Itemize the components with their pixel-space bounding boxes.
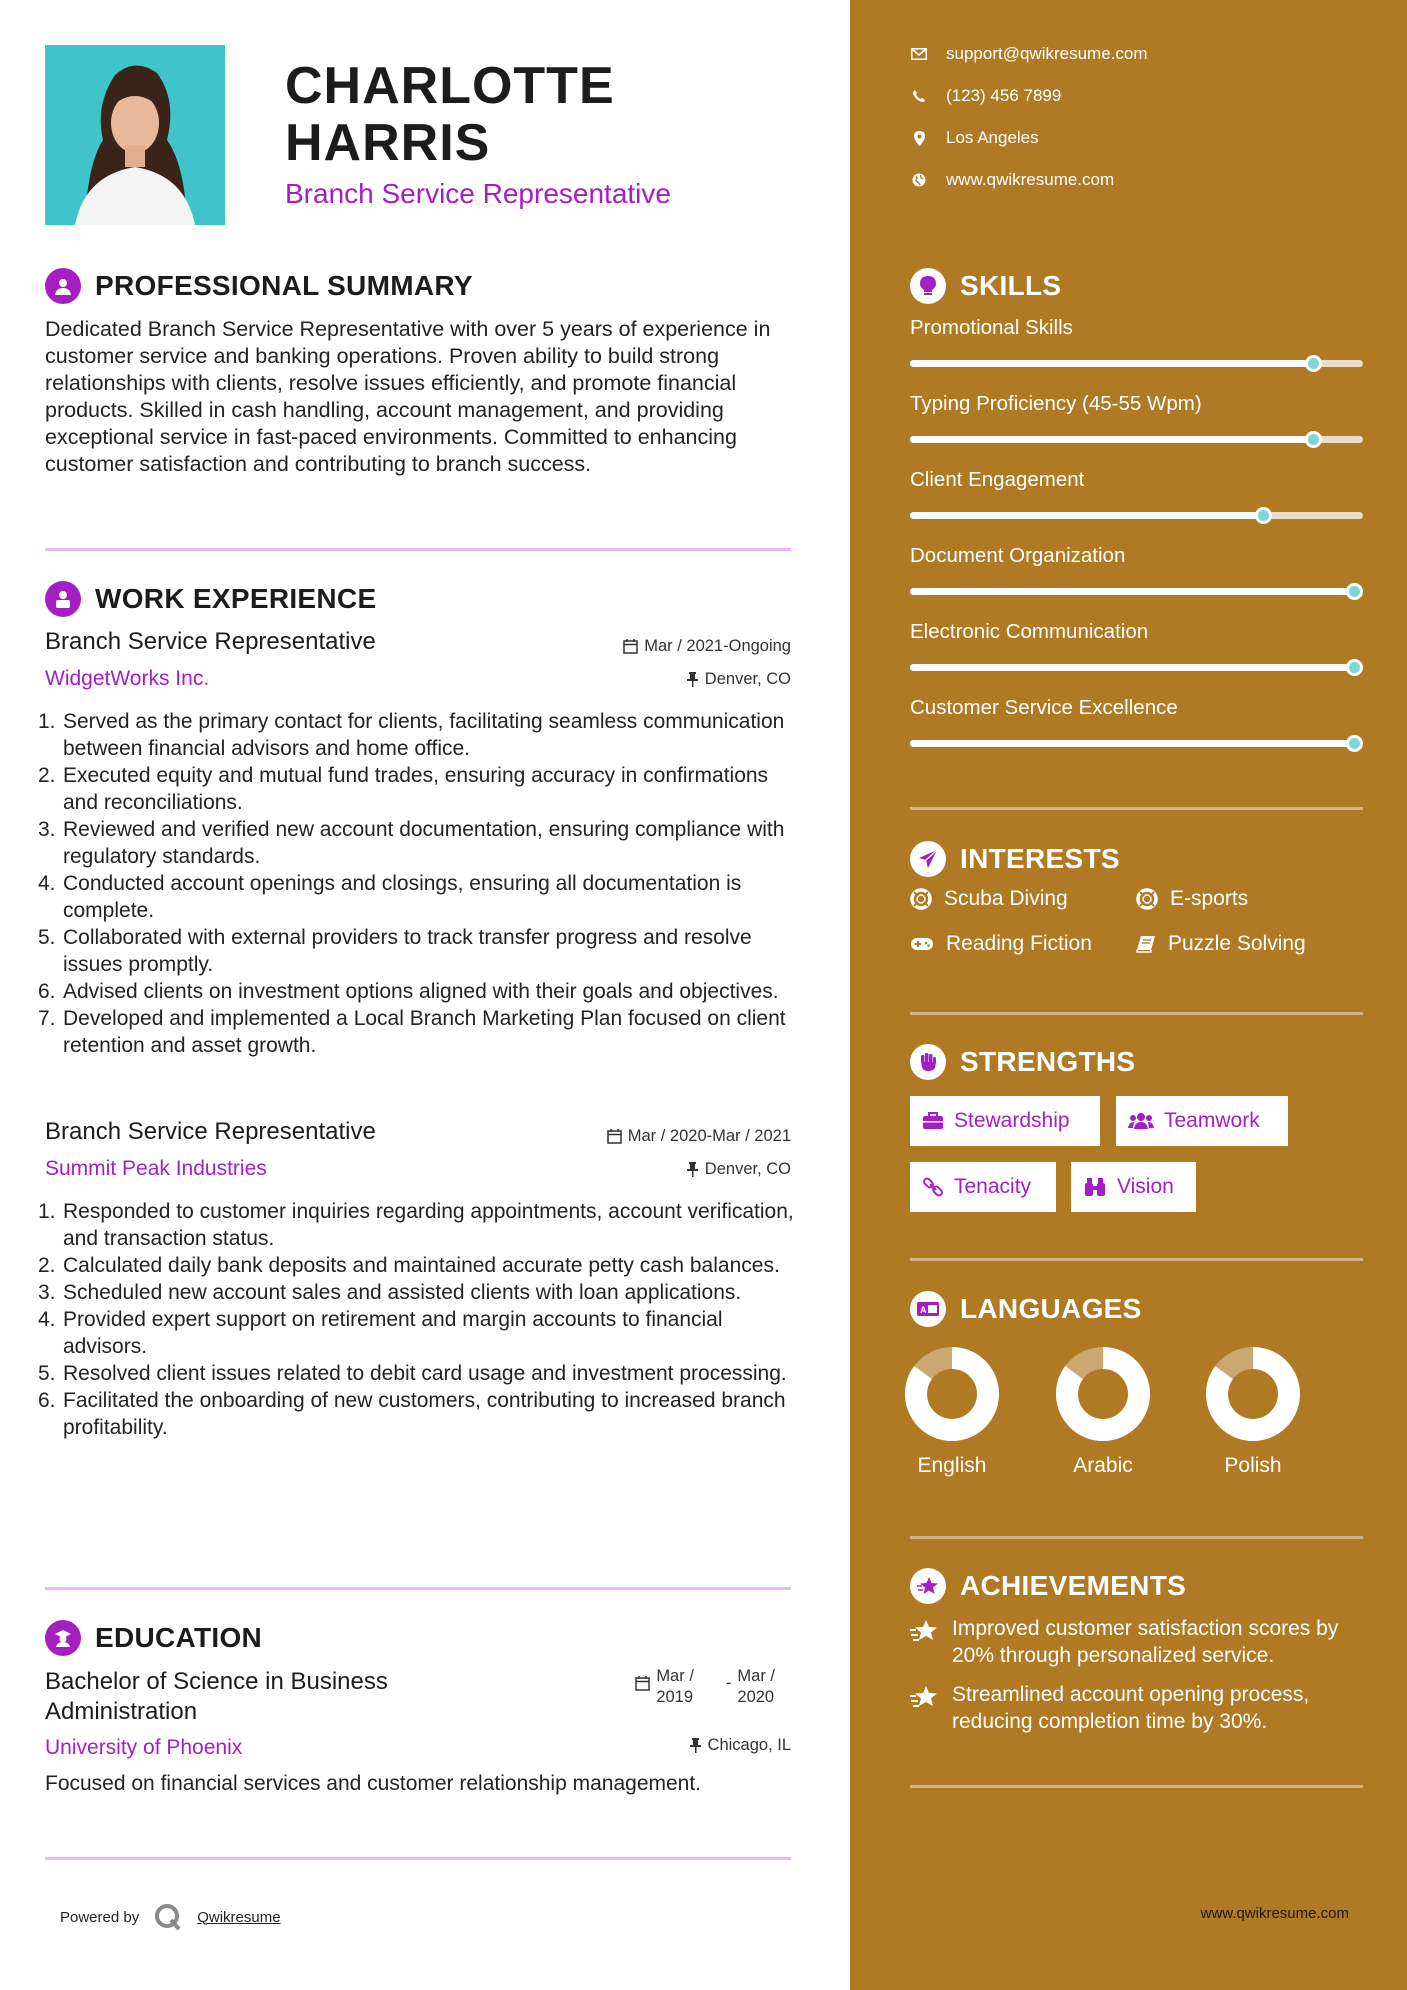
- language-label: English: [917, 1454, 987, 1477]
- education-location: [689, 1736, 791, 1755]
- link-icon: [922, 1176, 944, 1198]
- contact-location: [910, 128, 1039, 148]
- skill-label: Promotional Skills: [910, 316, 1073, 339]
- binoculars-icon: [1083, 1177, 1107, 1197]
- contact-email-text: support@qwikresume.com: [946, 44, 1148, 63]
- achievement-text: Improved customer satisfaction scores by 20% through personalized service.: [952, 1617, 1339, 1667]
- sidebar-divider: [910, 1012, 1363, 1015]
- lifebuoy-icon: [910, 888, 932, 910]
- languages-heading: [910, 1291, 1142, 1327]
- skill-label: Customer Service Excellence: [910, 696, 1178, 719]
- job-1-location-text: Denver, CO: [704, 670, 791, 688]
- shooting-star-icon: [910, 1685, 938, 1709]
- candidate-name: [285, 58, 615, 172]
- skill-bar: [910, 360, 1363, 367]
- strength-label: Teamwork: [1164, 1109, 1260, 1132]
- interest-label: Puzzle Solving: [1168, 932, 1306, 955]
- skill-label: Client Engagement: [910, 468, 1085, 491]
- users-icon: [1128, 1112, 1154, 1130]
- duty-item: 1. Responded to customer inquiries regarding appointments, account verification, and transaction status.: [38, 1200, 794, 1250]
- languages-title: LANGUAGES: [960, 1293, 1142, 1324]
- skills-heading: [910, 268, 1061, 304]
- sidebar: [850, 0, 1407, 1990]
- achievement-text: Streamlined account opening process, reducing completion time by 30%.: [952, 1683, 1310, 1733]
- skill-bar-fill: [910, 512, 1263, 519]
- contact-location-text: Los Angeles: [946, 128, 1039, 147]
- contact-website-text: www.qwikresume.com: [946, 170, 1115, 189]
- pin-icon: [686, 1162, 699, 1177]
- job-1-location: [686, 670, 791, 689]
- graduate-icon: [45, 1620, 81, 1656]
- achievement-item: [910, 1681, 1370, 1735]
- strength-label: Vision: [1117, 1175, 1174, 1198]
- strength-tag: [1071, 1162, 1196, 1212]
- summary-title: PROFESSIONAL SUMMARY: [95, 270, 473, 301]
- gamepad-icon: [910, 936, 934, 952]
- duty-item: 4. Provided expert support on retirement and margin accounts to financial advisors.: [38, 1308, 723, 1358]
- duty-item: 2. Executed equity and mutual fund trades, ensuring accuracy in confirmations and reconciliations.: [38, 764, 769, 814]
- language-ring: [1205, 1346, 1301, 1442]
- envelope-icon: [911, 48, 927, 60]
- education-location-text: Chicago, IL: [707, 1736, 791, 1754]
- duty-item: 1. Served as the primary contact for clients, facilitating seamless communication between financial advisors and home office.: [38, 710, 785, 760]
- education-end: Mar / 2020: [737, 1667, 775, 1706]
- job-1-dates: [623, 637, 791, 656]
- qwikresume-link[interactable]: Qwikresume: [197, 1908, 281, 1926]
- phone-icon: [912, 89, 926, 103]
- skill-bar-fill: [910, 360, 1313, 367]
- name-last: HARRIS: [285, 114, 491, 172]
- book-icon: [1136, 935, 1156, 953]
- portrait-illustration: [45, 45, 225, 225]
- lightbulb-icon: [910, 268, 946, 304]
- duty-item: 7. Developed and implemented a Local Branch Marketing Plan focused on client retention and asset growth.: [38, 1007, 786, 1057]
- education-heading: [45, 1620, 262, 1656]
- map-marker-icon: [914, 131, 925, 146]
- globe-icon: [912, 173, 926, 187]
- interest-item: [1136, 932, 1306, 956]
- job-2-duties: [38, 1198, 795, 1441]
- calendar-icon: [635, 1676, 650, 1691]
- skill-bar: [910, 512, 1363, 519]
- interest-item: [910, 887, 1068, 911]
- powered-by: [60, 1902, 281, 1932]
- skill-bar: [910, 740, 1363, 747]
- strengths-title: STRENGTHS: [960, 1046, 1136, 1077]
- sidebar-divider: [910, 807, 1363, 810]
- contact-website[interactable]: [910, 170, 1114, 190]
- achievement-item: [910, 1615, 1370, 1669]
- skill-bar-fill: [910, 436, 1313, 443]
- strengths-heading: [910, 1044, 1135, 1080]
- profile-photo: [45, 45, 225, 225]
- contact-phone-text: (123) 456 7899: [946, 86, 1062, 105]
- job-2-title: Branch Service Representative: [45, 1118, 376, 1145]
- calendar-icon: [623, 639, 638, 654]
- skill-bar-fill: [910, 740, 1363, 747]
- job-2-location: [686, 1160, 791, 1179]
- duty-item: 3. Scheduled new account sales and assisted clients with loan applications.: [38, 1281, 742, 1304]
- duty-item: 5. Collaborated with external providers to track transfer progress and resolve issues promptly.: [38, 926, 752, 976]
- job-2-dates-text: Mar / 2020-Mar / 2021: [627, 1127, 791, 1145]
- powered-by-label: Powered by: [60, 1908, 140, 1926]
- language-label: Arabic: [1073, 1454, 1133, 1477]
- svg-text:A: A: [920, 1305, 927, 1315]
- job-1-title: Branch Service Representative: [45, 628, 376, 655]
- sidebar-divider: [910, 1785, 1363, 1788]
- skill-label: Electronic Communication: [910, 620, 1149, 643]
- contact-email[interactable]: [910, 44, 1148, 64]
- language-ring: [1055, 1346, 1151, 1442]
- strength-label: Stewardship: [954, 1109, 1070, 1132]
- briefcase-user-icon: [45, 581, 81, 617]
- date-separator: -: [725, 1674, 732, 1692]
- duty-item: 6. Advised clients on investment options aligned with their goals and objectives.: [38, 980, 779, 1003]
- degree-line-2: Administration: [45, 1698, 198, 1725]
- education-description: Focused on financial services and customer relationship management.: [45, 1772, 702, 1795]
- job-2-company: Summit Peak Industries: [45, 1157, 267, 1180]
- fist-icon: [910, 1044, 946, 1080]
- footer-website[interactable]: www.qwikresume.com: [1200, 1905, 1349, 1922]
- interests-title: INTERESTS: [960, 843, 1120, 874]
- job-1-dates-text: Mar / 2021-Ongoing: [644, 637, 791, 655]
- skill-level-knob: [1255, 507, 1272, 524]
- job-2-dates: [607, 1127, 791, 1146]
- duty-item: 6. Facilitated the onboarding of new customers, contributing to increased branch profitability.: [38, 1389, 786, 1439]
- interests-heading: [910, 841, 1120, 877]
- translate-icon: [910, 1291, 946, 1327]
- language-ring: [904, 1346, 1000, 1442]
- skill-bar: [910, 664, 1363, 671]
- pin-icon: [686, 672, 699, 687]
- achievements-heading: [910, 1568, 1186, 1604]
- duty-item: 5. Resolved client issues related to debit card usage and investment processing.: [38, 1362, 787, 1385]
- pin-icon: [689, 1738, 702, 1753]
- strength-tag: [1116, 1096, 1288, 1146]
- duty-item: 2. Calculated daily bank deposits and maintained accurate petty cash balances.: [38, 1254, 780, 1277]
- section-divider: [45, 1857, 791, 1860]
- interest-item: [1136, 887, 1248, 911]
- education-start: Mar / 2019: [656, 1667, 694, 1706]
- skill-level-knob: [1346, 659, 1363, 676]
- skill-bar: [910, 436, 1363, 443]
- language-item: [1198, 1346, 1308, 1478]
- summary-text: Dedicated Branch Service Representative with over 5 years of experience in customer service and banking operations. Proven ability to build strong relationships with clients, resolve issues efficiently, and promote financial products. Skilled in cash handling, account management, and providing exceptional service in fast-paced environments. Committed to enhancing customer satisfaction and contributing to branch success.: [45, 317, 771, 476]
- strength-label: Tenacity: [954, 1175, 1032, 1198]
- interest-item: [910, 932, 1092, 956]
- job-2-location-text: Denver, CO: [704, 1160, 791, 1178]
- duty-item: 4. Conducted account openings and closings, ensuring all documentation is complete.: [38, 872, 742, 922]
- name-first: CHARLOTTE: [285, 57, 615, 115]
- skill-level-knob: [1305, 355, 1322, 372]
- calendar-icon: [607, 1129, 622, 1144]
- section-divider: [45, 1587, 791, 1590]
- school: University of Phoenix: [45, 1736, 243, 1759]
- achievements-title: ACHIEVEMENTS: [960, 1570, 1187, 1601]
- skill-level-knob: [1346, 735, 1363, 752]
- job-1-duties: [38, 708, 795, 1059]
- language-label: Polish: [1224, 1454, 1282, 1477]
- skill-bar: [910, 588, 1363, 595]
- sidebar-divider: [910, 1536, 1363, 1539]
- skills-title: SKILLS: [960, 270, 1062, 301]
- work-heading: [45, 581, 376, 617]
- briefcase-icon: [922, 1112, 944, 1130]
- job-title-headline: Branch Service Representative: [285, 178, 671, 209]
- strength-tag: [910, 1096, 1100, 1146]
- education-title: EDUCATION: [95, 1622, 263, 1653]
- work-title: WORK EXPERIENCE: [95, 583, 377, 614]
- interest-label: Scuba Diving: [944, 887, 1068, 910]
- sidebar-divider: [910, 1258, 1363, 1261]
- qwikresume-logo-icon: [153, 1902, 183, 1932]
- skill-label: Document Organization: [910, 544, 1126, 567]
- job-1-company: WidgetWorks Inc.: [45, 667, 210, 690]
- strength-tag: [910, 1162, 1056, 1212]
- duty-item: 3. Reviewed and verified new account documentation, ensuring compliance with regulatory standards.: [38, 818, 785, 868]
- skill-label: Typing Proficiency (45-55 Wpm): [910, 392, 1202, 415]
- shooting-star-icon: [910, 1619, 938, 1643]
- star-icon: [910, 1568, 946, 1604]
- summary-heading: [45, 268, 473, 304]
- degree: [45, 1667, 388, 1727]
- skill-bar-fill: [910, 588, 1363, 595]
- interest-label: E-sports: [1170, 887, 1249, 910]
- degree-line-1: Bachelor of Science in Business: [45, 1668, 388, 1695]
- language-item: [897, 1346, 1007, 1478]
- contact-phone[interactable]: [910, 86, 1061, 106]
- education-dates: [635, 1666, 775, 1708]
- section-divider: [45, 548, 791, 551]
- interest-label: Reading Fiction: [946, 932, 1092, 955]
- paper-plane-icon: [910, 841, 946, 877]
- language-item: [1048, 1346, 1158, 1478]
- user-icon: [45, 268, 81, 304]
- skill-level-knob: [1305, 431, 1322, 448]
- skill-level-knob: [1346, 583, 1363, 600]
- skill-bar-fill: [910, 664, 1363, 671]
- lifebuoy-icon: [1136, 888, 1158, 910]
